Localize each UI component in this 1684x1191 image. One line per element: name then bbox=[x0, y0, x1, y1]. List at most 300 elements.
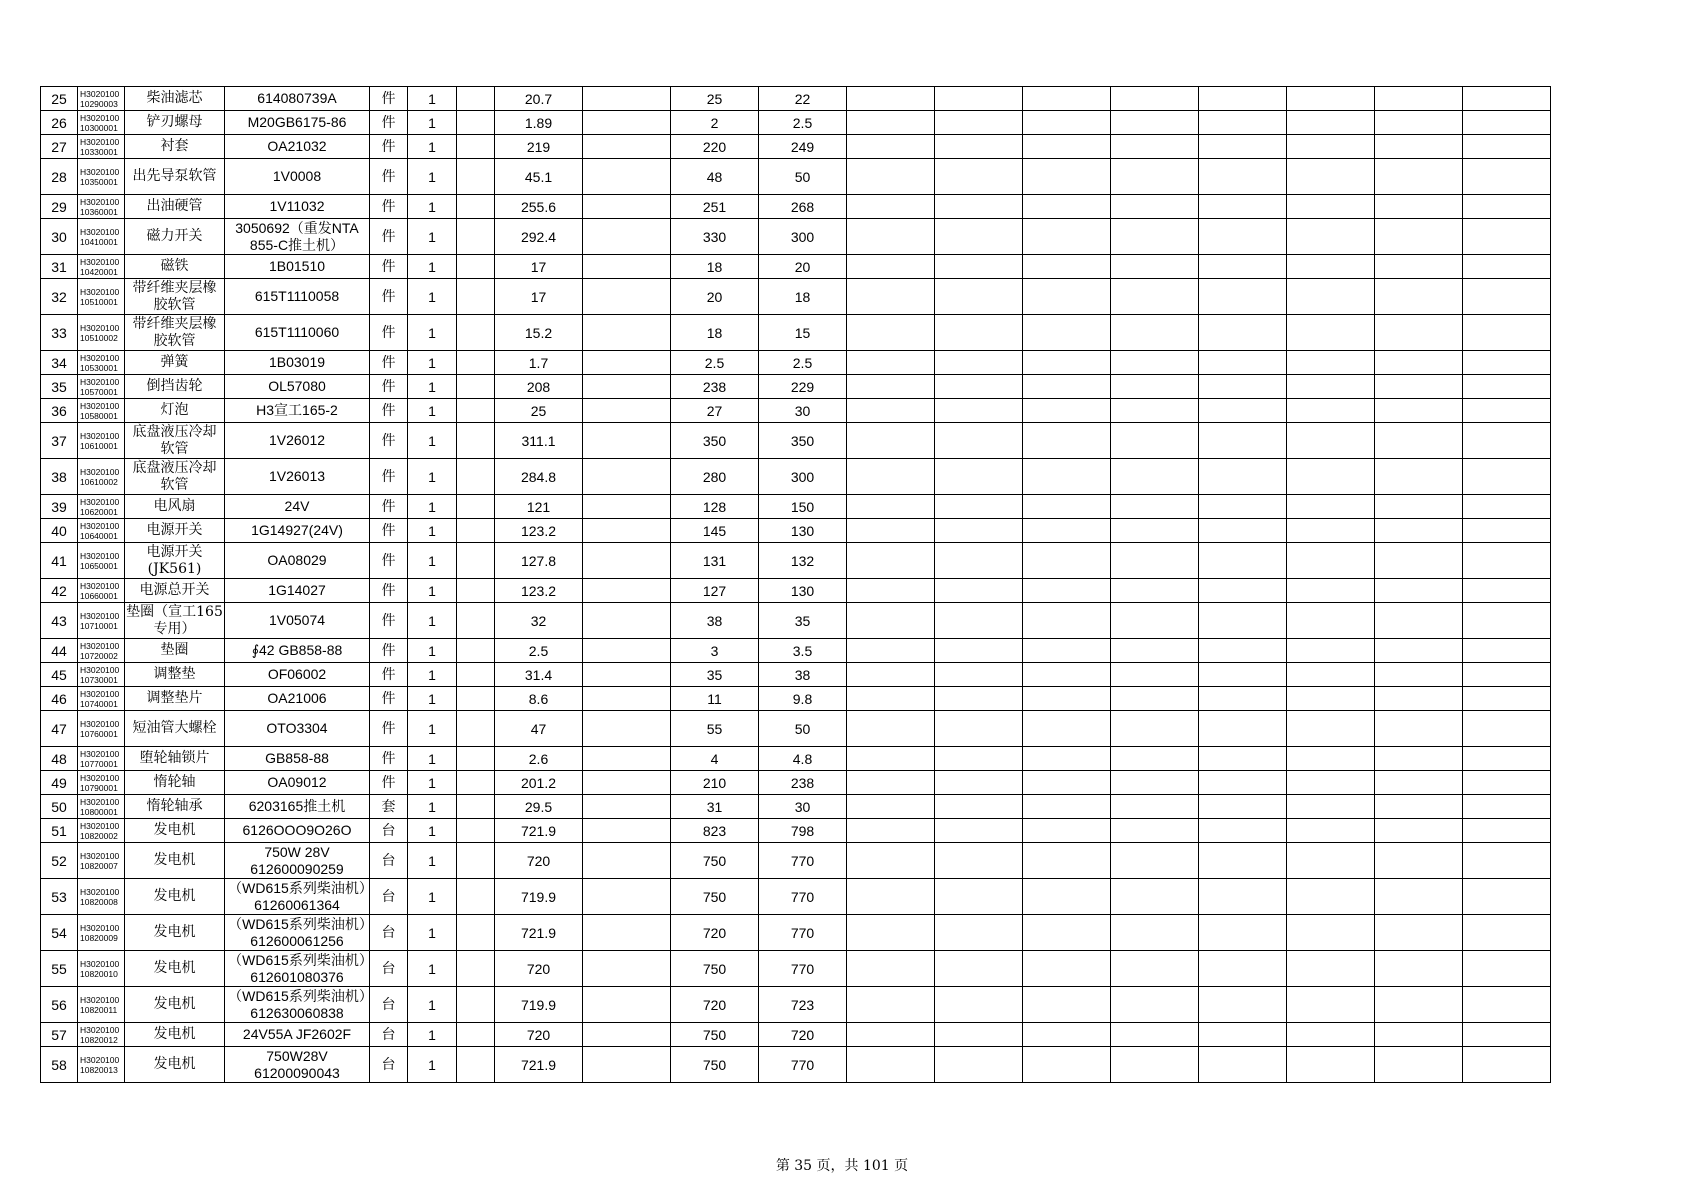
row-number: 52 bbox=[41, 843, 78, 879]
item-quantity: 1 bbox=[408, 747, 457, 771]
empty-cell bbox=[1463, 639, 1551, 663]
empty-cell bbox=[1375, 795, 1463, 819]
empty-cell bbox=[1463, 255, 1551, 279]
quote-value-2: 30 bbox=[759, 399, 847, 423]
item-unit: 件 bbox=[370, 279, 408, 315]
empty-cell bbox=[1199, 687, 1287, 711]
row-number: 42 bbox=[41, 579, 78, 603]
item-spec: 1B01510 bbox=[225, 255, 370, 279]
item-unit: 件 bbox=[370, 579, 408, 603]
empty-cell bbox=[1111, 843, 1199, 879]
item-unit: 件 bbox=[370, 495, 408, 519]
empty-cell bbox=[1111, 87, 1199, 111]
quote-value-1: 280 bbox=[671, 459, 759, 495]
item-name: 发电机 bbox=[125, 819, 225, 843]
quote-value-1: 750 bbox=[671, 951, 759, 987]
table-row bbox=[41, 915, 1551, 951]
item-spec: 1G14927(24V) bbox=[225, 519, 370, 543]
empty-cell bbox=[847, 951, 935, 987]
empty-cell bbox=[1111, 711, 1199, 747]
empty-cell bbox=[1023, 879, 1111, 915]
empty-cell bbox=[847, 219, 935, 255]
item-price: 123.2 bbox=[495, 579, 583, 603]
empty-cell bbox=[1287, 579, 1375, 603]
empty-cell bbox=[935, 663, 1023, 687]
item-unit: 套 bbox=[370, 795, 408, 819]
row-number: 39 bbox=[41, 495, 78, 519]
empty-cell bbox=[847, 87, 935, 111]
empty-cell bbox=[583, 255, 671, 279]
item-quantity: 1 bbox=[408, 159, 457, 195]
item-quantity: 1 bbox=[408, 279, 457, 315]
empty-cell bbox=[935, 843, 1023, 879]
table-row bbox=[41, 195, 1551, 219]
item-unit: 件 bbox=[370, 195, 408, 219]
item-name: 调整垫 bbox=[125, 663, 225, 687]
item-quantity: 1 bbox=[408, 423, 457, 459]
empty-cell bbox=[1375, 195, 1463, 219]
empty-cell bbox=[1463, 399, 1551, 423]
item-spec: ∮42 GB858-88 bbox=[225, 639, 370, 663]
empty-cell bbox=[583, 459, 671, 495]
item-price: 20.7 bbox=[495, 87, 583, 111]
empty-cell bbox=[847, 315, 935, 351]
empty-cell bbox=[935, 987, 1023, 1023]
empty-cell bbox=[1375, 315, 1463, 351]
item-quantity: 1 bbox=[408, 843, 457, 879]
item-spec: OF06002 bbox=[225, 663, 370, 687]
empty-cell bbox=[847, 543, 935, 579]
item-code: H3020100 10740001 bbox=[78, 687, 125, 711]
empty-cell bbox=[1287, 879, 1375, 915]
item-price: 123.2 bbox=[495, 519, 583, 543]
table-row bbox=[41, 399, 1551, 423]
item-spec: （WD615系列柴油机）61260061364 bbox=[225, 879, 370, 915]
table-row bbox=[41, 711, 1551, 747]
item-name: 底盘液压冷却软管 bbox=[125, 459, 225, 495]
item-code: H3020100 10760001 bbox=[78, 711, 125, 747]
item-quantity: 1 bbox=[408, 711, 457, 747]
row-number: 25 bbox=[41, 87, 78, 111]
empty-cell bbox=[1375, 219, 1463, 255]
empty-cell bbox=[847, 687, 935, 711]
empty-cell bbox=[1375, 351, 1463, 375]
table-row bbox=[41, 87, 1551, 111]
empty-cell bbox=[847, 195, 935, 219]
empty-cell bbox=[583, 375, 671, 399]
item-code: H3020100 10660001 bbox=[78, 579, 125, 603]
item-unit: 件 bbox=[370, 315, 408, 351]
empty-cell bbox=[847, 519, 935, 543]
empty-cell bbox=[935, 111, 1023, 135]
quote-value-2: 723 bbox=[759, 987, 847, 1023]
empty-cell bbox=[1111, 159, 1199, 195]
empty-cell bbox=[847, 711, 935, 747]
item-unit: 台 bbox=[370, 819, 408, 843]
empty-cell bbox=[935, 543, 1023, 579]
item-price: 208 bbox=[495, 375, 583, 399]
item-price: 47 bbox=[495, 711, 583, 747]
empty-cell bbox=[935, 1047, 1023, 1083]
table-row bbox=[41, 747, 1551, 771]
empty-cell bbox=[847, 579, 935, 603]
empty-cell bbox=[1463, 579, 1551, 603]
item-quantity: 1 bbox=[408, 795, 457, 819]
item-spec: 1G14027 bbox=[225, 579, 370, 603]
table-row bbox=[41, 843, 1551, 879]
item-quantity: 1 bbox=[408, 579, 457, 603]
empty-cell bbox=[935, 399, 1023, 423]
empty-cell bbox=[1375, 135, 1463, 159]
empty-cell bbox=[457, 1023, 495, 1047]
empty-cell bbox=[1375, 255, 1463, 279]
empty-cell bbox=[457, 843, 495, 879]
item-price: 721.9 bbox=[495, 1047, 583, 1083]
item-price: 201.2 bbox=[495, 771, 583, 795]
empty-cell bbox=[1023, 603, 1111, 639]
empty-cell bbox=[1375, 495, 1463, 519]
empty-cell bbox=[1375, 423, 1463, 459]
empty-cell bbox=[1375, 111, 1463, 135]
item-price: 284.8 bbox=[495, 459, 583, 495]
quote-value-1: 31 bbox=[671, 795, 759, 819]
empty-cell bbox=[583, 87, 671, 111]
item-unit: 件 bbox=[370, 399, 408, 423]
empty-cell bbox=[1463, 951, 1551, 987]
empty-cell bbox=[1287, 663, 1375, 687]
empty-cell bbox=[583, 543, 671, 579]
empty-cell bbox=[1463, 1023, 1551, 1047]
empty-cell bbox=[1287, 351, 1375, 375]
empty-cell bbox=[1111, 315, 1199, 351]
empty-cell bbox=[1023, 195, 1111, 219]
empty-cell bbox=[935, 951, 1023, 987]
empty-cell bbox=[847, 1023, 935, 1047]
empty-cell bbox=[1199, 423, 1287, 459]
quote-value-2: 770 bbox=[759, 879, 847, 915]
empty-cell bbox=[1111, 987, 1199, 1023]
empty-cell bbox=[935, 687, 1023, 711]
empty-cell bbox=[1199, 843, 1287, 879]
empty-cell bbox=[1199, 135, 1287, 159]
empty-cell bbox=[935, 255, 1023, 279]
empty-cell bbox=[1199, 519, 1287, 543]
quote-value-2: 22 bbox=[759, 87, 847, 111]
quote-value-2: 770 bbox=[759, 843, 847, 879]
empty-cell bbox=[935, 579, 1023, 603]
item-spec: 24V bbox=[225, 495, 370, 519]
empty-cell bbox=[1375, 771, 1463, 795]
item-price: 2.6 bbox=[495, 747, 583, 771]
item-price: 720 bbox=[495, 843, 583, 879]
empty-cell bbox=[457, 819, 495, 843]
empty-cell bbox=[457, 951, 495, 987]
quote-value-1: 750 bbox=[671, 879, 759, 915]
item-name: 柴油滤芯 bbox=[125, 87, 225, 111]
item-unit: 台 bbox=[370, 951, 408, 987]
empty-cell bbox=[847, 111, 935, 135]
item-code: H3020100 10410001 bbox=[78, 219, 125, 255]
empty-cell bbox=[1463, 375, 1551, 399]
empty-cell bbox=[1463, 219, 1551, 255]
empty-cell bbox=[1287, 255, 1375, 279]
empty-cell bbox=[847, 375, 935, 399]
empty-cell bbox=[935, 423, 1023, 459]
item-spec: OA09012 bbox=[225, 771, 370, 795]
empty-cell bbox=[1199, 87, 1287, 111]
item-price: 45.1 bbox=[495, 159, 583, 195]
item-name: 堕轮轴锁片 bbox=[125, 747, 225, 771]
empty-cell bbox=[1375, 459, 1463, 495]
item-code: H3020100 10620001 bbox=[78, 495, 125, 519]
quote-value-1: 131 bbox=[671, 543, 759, 579]
item-name: 底盘液压冷却软管 bbox=[125, 423, 225, 459]
empty-cell bbox=[1199, 987, 1287, 1023]
item-code: H3020100 10820012 bbox=[78, 1023, 125, 1047]
item-price: 1.89 bbox=[495, 111, 583, 135]
item-quantity: 1 bbox=[408, 543, 457, 579]
empty-cell bbox=[1023, 87, 1111, 111]
empty-cell bbox=[1023, 519, 1111, 543]
row-number: 56 bbox=[41, 987, 78, 1023]
empty-cell bbox=[457, 219, 495, 255]
empty-cell bbox=[1375, 375, 1463, 399]
empty-cell bbox=[1023, 771, 1111, 795]
empty-cell bbox=[847, 639, 935, 663]
empty-cell bbox=[1375, 1023, 1463, 1047]
empty-cell bbox=[1375, 279, 1463, 315]
item-name: 电风扇 bbox=[125, 495, 225, 519]
item-code: H3020100 10300001 bbox=[78, 111, 125, 135]
quote-value-2: 229 bbox=[759, 375, 847, 399]
table-row bbox=[41, 459, 1551, 495]
item-spec: OTO3304 bbox=[225, 711, 370, 747]
item-spec: 750W28V 61200090043 bbox=[225, 1047, 370, 1083]
empty-cell bbox=[1463, 915, 1551, 951]
item-quantity: 1 bbox=[408, 315, 457, 351]
quote-value-2: 798 bbox=[759, 819, 847, 843]
quote-value-2: 300 bbox=[759, 219, 847, 255]
empty-cell bbox=[457, 519, 495, 543]
empty-cell bbox=[1111, 879, 1199, 915]
quote-value-2: 150 bbox=[759, 495, 847, 519]
item-unit: 台 bbox=[370, 1047, 408, 1083]
item-spec: OL57080 bbox=[225, 375, 370, 399]
item-spec: OA21006 bbox=[225, 687, 370, 711]
empty-cell bbox=[1375, 603, 1463, 639]
empty-cell bbox=[583, 135, 671, 159]
item-code: H3020100 10820013 bbox=[78, 1047, 125, 1083]
item-name: 垫圈 bbox=[125, 639, 225, 663]
empty-cell bbox=[1023, 951, 1111, 987]
item-spec: 24V55A JF2602F bbox=[225, 1023, 370, 1047]
empty-cell bbox=[1463, 495, 1551, 519]
quote-value-2: 18 bbox=[759, 279, 847, 315]
row-number: 57 bbox=[41, 1023, 78, 1047]
empty-cell bbox=[457, 987, 495, 1023]
item-name: 出先导泵软管 bbox=[125, 159, 225, 195]
row-number: 27 bbox=[41, 135, 78, 159]
quote-value-1: 3 bbox=[671, 639, 759, 663]
table-row bbox=[41, 519, 1551, 543]
quote-value-2: 130 bbox=[759, 519, 847, 543]
item-name: 电源开关(JK561) bbox=[125, 543, 225, 579]
empty-cell bbox=[847, 159, 935, 195]
empty-cell bbox=[1287, 687, 1375, 711]
row-number: 58 bbox=[41, 1047, 78, 1083]
empty-cell bbox=[1463, 687, 1551, 711]
item-price: 17 bbox=[495, 255, 583, 279]
table-row bbox=[41, 579, 1551, 603]
item-code: H3020100 10820002 bbox=[78, 819, 125, 843]
empty-cell bbox=[1023, 495, 1111, 519]
empty-cell bbox=[1463, 87, 1551, 111]
empty-cell bbox=[1023, 711, 1111, 747]
empty-cell bbox=[1199, 951, 1287, 987]
item-quantity: 1 bbox=[408, 915, 457, 951]
row-number: 34 bbox=[41, 351, 78, 375]
quote-value-2: 770 bbox=[759, 915, 847, 951]
item-name: 磁力开关 bbox=[125, 219, 225, 255]
empty-cell bbox=[935, 747, 1023, 771]
empty-cell bbox=[847, 351, 935, 375]
item-name: 带纤维夹层橡胶软管 bbox=[125, 279, 225, 315]
empty-cell bbox=[1463, 423, 1551, 459]
empty-cell bbox=[1023, 795, 1111, 819]
empty-cell bbox=[847, 879, 935, 915]
table-row bbox=[41, 495, 1551, 519]
row-number: 30 bbox=[41, 219, 78, 255]
empty-cell bbox=[583, 219, 671, 255]
item-price: 719.9 bbox=[495, 879, 583, 915]
item-unit: 件 bbox=[370, 771, 408, 795]
empty-cell bbox=[1463, 111, 1551, 135]
empty-cell bbox=[1023, 543, 1111, 579]
table-row bbox=[41, 1047, 1551, 1083]
empty-cell bbox=[1111, 915, 1199, 951]
empty-cell bbox=[847, 819, 935, 843]
row-number: 38 bbox=[41, 459, 78, 495]
empty-cell bbox=[1287, 795, 1375, 819]
empty-cell bbox=[1199, 879, 1287, 915]
empty-cell bbox=[1111, 495, 1199, 519]
quote-value-1: 25 bbox=[671, 87, 759, 111]
empty-cell bbox=[1375, 543, 1463, 579]
empty-cell bbox=[457, 459, 495, 495]
row-number: 41 bbox=[41, 543, 78, 579]
item-name: 弹簧 bbox=[125, 351, 225, 375]
empty-cell bbox=[847, 399, 935, 423]
row-number: 31 bbox=[41, 255, 78, 279]
item-unit: 台 bbox=[370, 915, 408, 951]
quote-value-1: 18 bbox=[671, 315, 759, 351]
empty-cell bbox=[1463, 603, 1551, 639]
item-unit: 件 bbox=[370, 375, 408, 399]
empty-cell bbox=[1287, 543, 1375, 579]
empty-cell bbox=[1199, 495, 1287, 519]
row-number: 36 bbox=[41, 399, 78, 423]
empty-cell bbox=[1463, 795, 1551, 819]
empty-cell bbox=[1375, 843, 1463, 879]
item-quantity: 1 bbox=[408, 951, 457, 987]
empty-cell bbox=[935, 159, 1023, 195]
empty-cell bbox=[1375, 87, 1463, 111]
quote-value-2: 2.5 bbox=[759, 351, 847, 375]
item-code: H3020100 10650001 bbox=[78, 543, 125, 579]
empty-cell bbox=[1023, 747, 1111, 771]
empty-cell bbox=[1287, 111, 1375, 135]
empty-cell bbox=[1023, 351, 1111, 375]
item-quantity: 1 bbox=[408, 495, 457, 519]
empty-cell bbox=[457, 195, 495, 219]
item-price: 721.9 bbox=[495, 915, 583, 951]
empty-cell bbox=[1023, 459, 1111, 495]
empty-cell bbox=[583, 711, 671, 747]
item-code: H3020100 10820007 bbox=[78, 843, 125, 879]
empty-cell bbox=[1023, 111, 1111, 135]
empty-cell bbox=[1111, 399, 1199, 423]
empty-cell bbox=[1199, 603, 1287, 639]
empty-cell bbox=[1287, 1023, 1375, 1047]
item-unit: 件 bbox=[370, 639, 408, 663]
item-quantity: 1 bbox=[408, 771, 457, 795]
empty-cell bbox=[1287, 423, 1375, 459]
empty-cell bbox=[1023, 687, 1111, 711]
empty-cell bbox=[1023, 987, 1111, 1023]
item-name: 磁铁 bbox=[125, 255, 225, 279]
table-row bbox=[41, 159, 1551, 195]
empty-cell bbox=[935, 639, 1023, 663]
quote-value-1: 128 bbox=[671, 495, 759, 519]
quote-value-1: 35 bbox=[671, 663, 759, 687]
item-code: H3020100 10570001 bbox=[78, 375, 125, 399]
empty-cell bbox=[1023, 579, 1111, 603]
item-name: 惰轮轴 bbox=[125, 771, 225, 795]
item-code: H3020100 10720002 bbox=[78, 639, 125, 663]
empty-cell bbox=[1463, 351, 1551, 375]
empty-cell bbox=[1287, 1047, 1375, 1083]
empty-cell bbox=[1111, 279, 1199, 315]
item-quantity: 1 bbox=[408, 399, 457, 423]
item-quantity: 1 bbox=[408, 255, 457, 279]
item-code: H3020100 10800001 bbox=[78, 795, 125, 819]
empty-cell bbox=[457, 579, 495, 603]
empty-cell bbox=[1463, 543, 1551, 579]
empty-cell bbox=[935, 519, 1023, 543]
item-spec: （WD615系列柴油机）612600061256 bbox=[225, 915, 370, 951]
empty-cell bbox=[935, 879, 1023, 915]
item-code: H3020100 10710001 bbox=[78, 603, 125, 639]
row-number: 45 bbox=[41, 663, 78, 687]
empty-cell bbox=[457, 711, 495, 747]
item-spec: 750W 28V 612600090259 bbox=[225, 843, 370, 879]
empty-cell bbox=[457, 771, 495, 795]
item-code: H3020100 10330001 bbox=[78, 135, 125, 159]
item-unit: 件 bbox=[370, 135, 408, 159]
table-row bbox=[41, 1023, 1551, 1047]
item-quantity: 1 bbox=[408, 519, 457, 543]
empty-cell bbox=[583, 663, 671, 687]
table-row bbox=[41, 135, 1551, 159]
quote-value-1: 55 bbox=[671, 711, 759, 747]
row-number: 48 bbox=[41, 747, 78, 771]
item-spec: 1V11032 bbox=[225, 195, 370, 219]
empty-cell bbox=[1287, 135, 1375, 159]
quote-value-2: 2.5 bbox=[759, 111, 847, 135]
quote-value-2: 38 bbox=[759, 663, 847, 687]
empty-cell bbox=[847, 1047, 935, 1083]
empty-cell bbox=[847, 135, 935, 159]
